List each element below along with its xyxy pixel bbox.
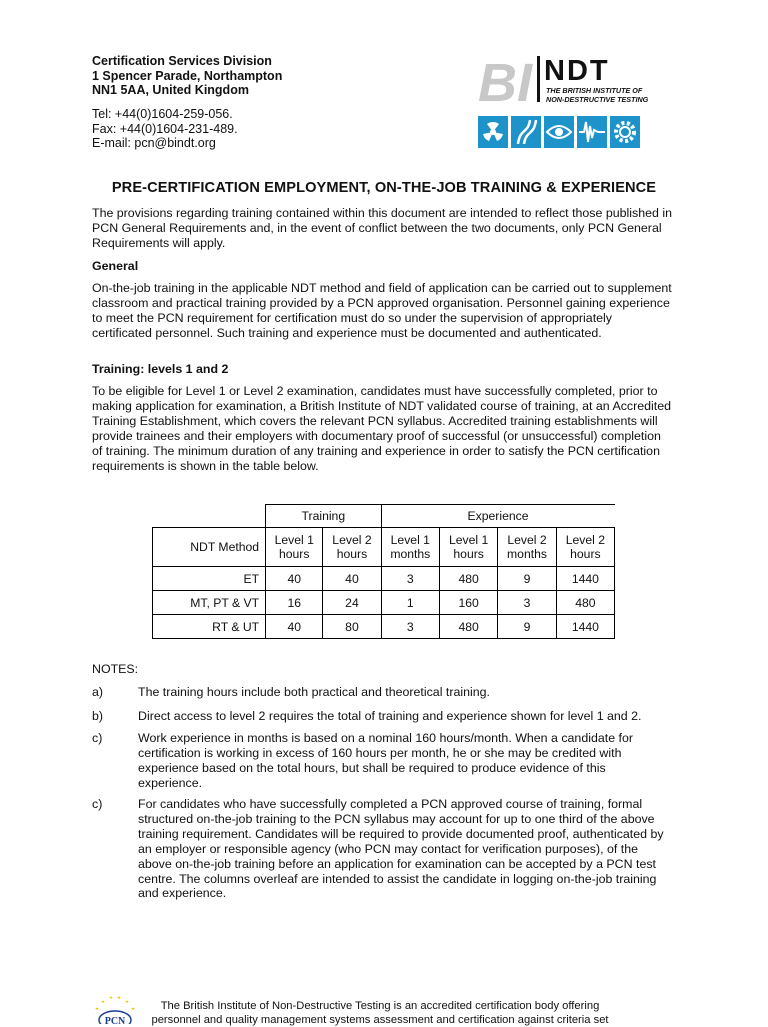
column-header: Level 2 months: [498, 528, 556, 567]
general-paragraph: On-the-job training in the applicable NDT method and field of application can be carried out to supplement classroom and practical training provided by a PCN approved organisation. Personnel gaining experience to meet the PCN requirement for certification must do so under the supervision of appropriately certificated personnel. Such training and experience must be documented and authenticated.: [92, 281, 672, 340]
table-group-header-row: [153, 505, 615, 528]
fax: Fax: +44(0)1604-231-489.: [92, 121, 238, 136]
address-line-2: 1 Spencer Parade, Northampton: [92, 68, 283, 83]
signal-wave-icon: [577, 116, 607, 148]
note-text: For candidates who have successfully completed a PCN approved course of training, formal structured on-the-job training to the PCN syllabus may account for up to one third of the above training requirement. Candidates will be required to provide documented proof, authenticated by an employer or responsible agency (who PCN may contact for verification purposes), of the above on-the-job training before an application for examination can be accepted by a PCN test centre. The columns overleaf are intended to assist the candidate in logging on-the-job training and experience.: [138, 797, 664, 901]
column-header: Level 2 hours: [323, 528, 381, 567]
footer-text: The British Institute of Non-Destructive Testing is an accredited certification body offering personnel and quality management systems assessment and certification against criteria set: [151, 1000, 609, 1026]
address-line-3: NN1 5AA, United Kingdom: [92, 83, 249, 97]
note-text: The training hours include both practical and theoretical training.: [138, 685, 490, 699]
page-title: PRE-CERTIFICATION EMPLOYMENT, ON-THE-JOB TRAINING & EXPERIENCE: [111, 180, 657, 196]
address-line-1: Certification Services Division: [92, 54, 272, 68]
table-cell: 160: [440, 591, 498, 615]
table-cell: 480: [556, 591, 614, 615]
telephone: Tel: +44(0)1604-259-056.: [92, 107, 233, 121]
experience-group-header: Experience: [381, 505, 614, 528]
row-method: ET: [153, 567, 266, 591]
note-text: Work experience in months is based on a nominal 160 hours/month. When a candidate for certification is working in excess of 160 hours per month, he or she may be credited with experience based on the total hours, but shall be required to produce evidence of this experience.: [138, 731, 633, 790]
requirements-table: [152, 504, 615, 639]
radiation-icon: [478, 116, 508, 148]
magnetic-icon: [511, 116, 541, 148]
star-ring-icon: [95, 996, 135, 1010]
bindt-logo: [478, 54, 678, 154]
pcn-logo-text: PCN: [104, 1016, 126, 1024]
note-item: [92, 709, 672, 725]
gear-icon: [610, 116, 640, 148]
notes-heading: NOTES:: [92, 662, 139, 676]
logo-ndt-letters: NDT: [544, 55, 610, 87]
table-cell: 40: [266, 567, 323, 591]
column-header: Level 1 hours: [266, 528, 323, 567]
column-header: Level 1 months: [381, 528, 439, 567]
table-cell: 480: [440, 615, 498, 639]
training-paragraph: To be eligible for Level 1 or Level 2 examination, candidates must have successfully completed, prior to making application for examination, a British Institute of NDT validated course of training, at an Accredited Training Establishment, which covers the relevant PCN syllabus. Accredited training establishments will provide trainees and their employers with documentary proof of successful (or unsuccessful) completion of training. The minimum duration of any training and experience in order to satisfy the PCN certification requirements is shown in the table below.: [92, 384, 671, 473]
table-cell: 16: [266, 591, 323, 615]
table-cell: 3: [381, 615, 439, 639]
ndt-method-header: NDT Method: [153, 528, 266, 567]
column-header: Level 1 hours: [440, 528, 498, 567]
table-cell: 3: [381, 567, 439, 591]
row-method: RT & UT: [153, 615, 266, 639]
table-corner-blank: [153, 505, 266, 528]
note-item: [92, 797, 672, 902]
table-cell: 40: [266, 615, 323, 639]
table-cell: 1440: [556, 615, 614, 639]
note-item: [92, 731, 672, 791]
table-cell: 80: [323, 615, 381, 639]
intro-paragraph: The provisions regarding training contained within this document are intended to reflect those published in PCN General Requirements and, in the event of conflict between the two documents, only PCN General Requirements will apply.: [92, 206, 672, 250]
note-item: [92, 685, 672, 701]
note-label: c): [92, 797, 103, 811]
eye-icon: [544, 116, 574, 148]
table-cell: 1440: [556, 567, 614, 591]
training-group-header: Training: [266, 505, 381, 528]
sender-address: [92, 54, 282, 98]
note-text: Direct access to level 2 requires the total of training and experience shown for level 1 and 2.: [138, 709, 642, 723]
column-header: Level 2 hours: [556, 528, 614, 567]
training-heading: Training: levels 1 and 2: [92, 362, 229, 376]
table-cell: 40: [323, 567, 381, 591]
table-row: [153, 567, 615, 591]
pcn-logo: [88, 996, 140, 1024]
row-method: MT, PT & VT: [153, 591, 266, 615]
table-cell: 480: [440, 567, 498, 591]
table-row: [153, 591, 615, 615]
logo-bi-letters: BI: [478, 54, 532, 113]
email[interactable]: E-mail: pcn@bindt.org: [92, 136, 216, 150]
table-cell: 9: [498, 615, 556, 639]
general-heading: General: [92, 259, 139, 273]
logo-divider: [537, 56, 540, 102]
table-cell: 24: [323, 591, 381, 615]
table-cell: 9: [498, 567, 556, 591]
note-label: b): [92, 709, 104, 723]
table-cell: 3: [498, 591, 556, 615]
table-row: [153, 615, 615, 639]
note-label: a): [92, 685, 104, 699]
contact-block: [92, 107, 238, 151]
note-label: c): [92, 731, 103, 745]
logo-tagline-1: THE BRITISH INSTITUTE OF: [546, 86, 643, 95]
table-column-header-row: [153, 528, 615, 567]
table-cell: 1: [381, 591, 439, 615]
logo-tagline-2: NON-DESTRUCTIVE TESTING: [546, 95, 649, 104]
